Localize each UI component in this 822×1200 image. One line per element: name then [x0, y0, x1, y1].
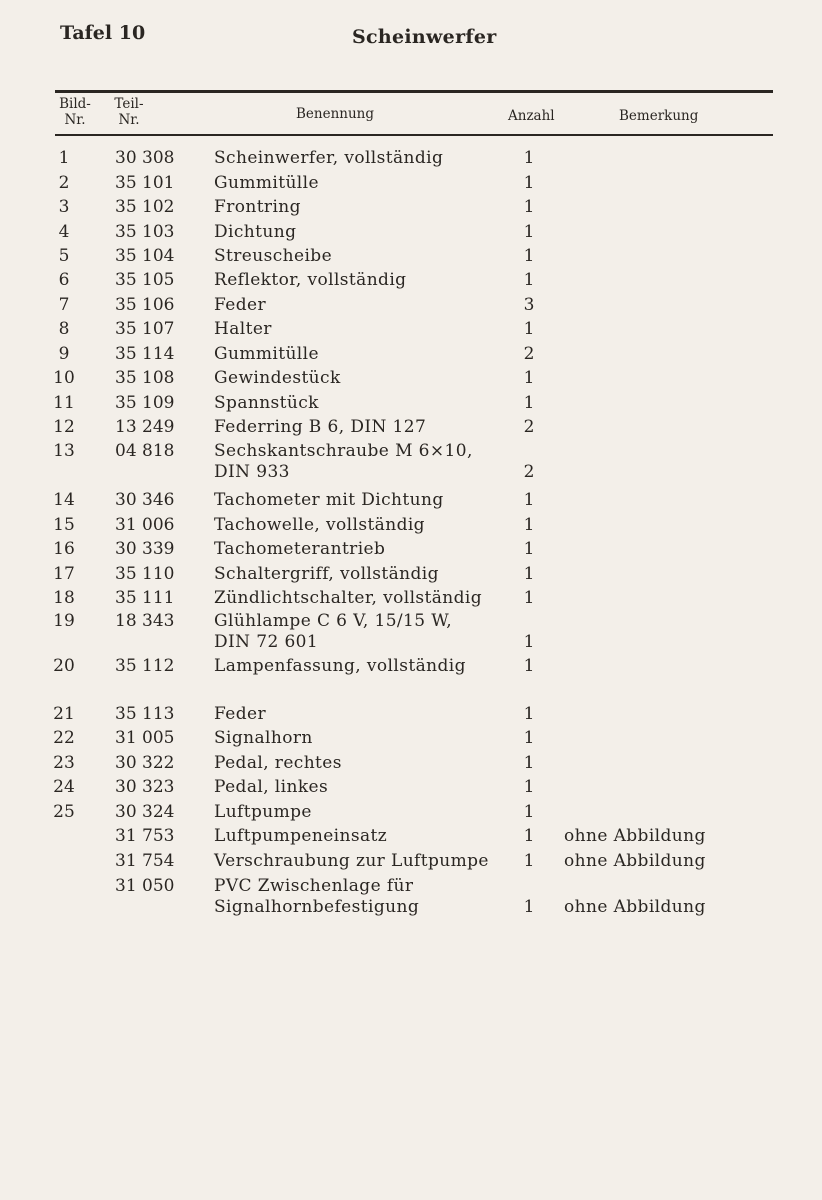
cell-bild-nr: 25: [53, 802, 75, 822]
cell-bild-nr: 11: [53, 393, 75, 413]
top-rule: [55, 90, 773, 93]
cell-bild-nr: 24: [53, 777, 75, 797]
cell-anzahl: 1: [523, 148, 535, 168]
cell-bemerkung: ohne Abbildung: [564, 897, 706, 917]
cell-bild-nr: 14: [53, 490, 75, 510]
table-row: [0, 222, 822, 243]
cell-anzahl: 1: [523, 851, 535, 871]
cell-teil-nr: 35 102: [115, 197, 175, 217]
table-row: [0, 197, 822, 218]
cell-bild-nr: 20: [53, 656, 75, 676]
table-row: [0, 777, 822, 798]
cell-bild-nr: 3: [58, 197, 70, 217]
table-row: [0, 826, 822, 847]
cell-teil-nr: 31 754: [115, 851, 175, 871]
table-row: [0, 319, 822, 340]
cell-teil-nr: 35 103: [115, 222, 175, 242]
cell-teil-nr: 35 101: [115, 173, 175, 193]
cell-benennung: Luftpumpe: [214, 802, 312, 822]
table-row: [0, 417, 822, 438]
cell-bild-nr: 1: [58, 148, 70, 168]
cell-benennung: Luftpumpeneinsatz: [214, 826, 388, 846]
cell-benennung: Streuscheibe: [214, 246, 333, 266]
cell-anzahl: 1: [523, 728, 535, 748]
cell-benennung: Gummitülle: [214, 173, 319, 193]
column-header-bemerkung: Bemerkung: [619, 108, 699, 124]
cell-anzahl: 1: [523, 777, 535, 797]
table-row: [0, 656, 822, 677]
cell-teil-nr: 35 111: [115, 588, 175, 608]
cell-benennung: Gummitülle: [214, 344, 319, 364]
cell-benennung: Spannstück: [214, 393, 319, 413]
cell-benennung: Pedal, rechtes: [214, 753, 342, 773]
table-row: [0, 173, 822, 194]
column-header-teil-nr: Teil- Nr.: [114, 96, 144, 128]
table-row: [0, 295, 822, 316]
cell-anzahl: 1: [523, 222, 535, 242]
table-row: [0, 876, 822, 918]
cell-bild-nr: 2: [58, 173, 70, 193]
cell-anzahl: 2: [523, 344, 535, 364]
cell-benennung: Reflektor, vollständig: [214, 270, 407, 290]
cell-bild-nr: 6: [58, 270, 70, 290]
cell-anzahl: 1: [523, 246, 535, 266]
table-row: [0, 588, 822, 609]
cell-benennung: Verschraubung zur Luftpumpe: [214, 851, 489, 871]
cell-anzahl: 1: [523, 753, 535, 773]
cell-benennung: Frontring: [214, 197, 301, 217]
cell-anzahl: 1: [523, 368, 535, 388]
table-row: [0, 344, 822, 365]
table-row: [0, 851, 822, 872]
cell-benennung: Glühlampe C 6 V, 15/15 W,: [214, 611, 452, 631]
cell-anzahl: 1: [523, 656, 535, 676]
cell-teil-nr: 35 106: [115, 295, 175, 315]
cell-benennung: Tachometer mit Dichtung: [214, 490, 444, 510]
cell-benennung: Signalhorn: [214, 728, 313, 748]
cell-anzahl: 1: [523, 197, 535, 217]
page-title: Scheinwerfer: [352, 26, 497, 48]
cell-teil-nr: 35 105: [115, 270, 175, 290]
page-header: [0, 22, 822, 52]
cell-teil-nr: 30 322: [115, 753, 175, 773]
cell-benennung: Tachometerantrieb: [214, 539, 386, 559]
cell-benennung: Pedal, linkes: [214, 777, 329, 797]
cell-teil-nr: 31 050: [115, 876, 175, 896]
cell-bild-nr: 18: [53, 588, 75, 608]
cell-anzahl: 1: [523, 564, 535, 584]
cell-benennung-line2: DIN 933: [214, 462, 290, 482]
cell-benennung: Federring B 6, DIN 127: [214, 417, 427, 437]
cell-anzahl: 1: [523, 490, 535, 510]
column-headers: [0, 94, 822, 134]
cell-anzahl: 1: [523, 802, 535, 822]
cell-teil-nr: 35 113: [115, 704, 175, 724]
table-row: [0, 368, 822, 389]
cell-bild-nr: 21: [53, 704, 75, 724]
table-row: [0, 270, 822, 291]
cell-bild-nr: 13: [53, 441, 75, 461]
cell-bild-nr: 23: [53, 753, 75, 773]
cell-benennung: Feder: [214, 704, 266, 724]
cell-teil-nr: 35 112: [115, 656, 175, 676]
cell-benennung: Gewindestück: [214, 368, 341, 388]
cell-anzahl: 1: [523, 319, 535, 339]
cell-anzahl: 1: [523, 588, 535, 608]
cell-teil-nr: 18 343: [115, 611, 175, 631]
cell-benennung: Sechskantschraube M 6×10,: [214, 441, 473, 461]
cell-bild-nr: 22: [53, 728, 75, 748]
column-header-benennung: Benennung: [296, 106, 375, 122]
table-row: [0, 704, 822, 725]
cell-bild-nr: 4: [58, 222, 70, 242]
cell-teil-nr: 35 107: [115, 319, 175, 339]
cell-benennung: Lampenfassung, vollständig: [214, 656, 466, 676]
header-rule: [55, 134, 773, 136]
table-row: [0, 393, 822, 414]
cell-teil-nr: 35 108: [115, 368, 175, 388]
cell-anzahl: 2: [523, 417, 535, 437]
table-row: [0, 441, 822, 483]
cell-anzahl: 1: [523, 632, 535, 652]
table-row: [0, 148, 822, 169]
cell-bild-nr: 19: [53, 611, 75, 631]
cell-anzahl: 1: [523, 826, 535, 846]
cell-bild-nr: 9: [58, 344, 70, 364]
cell-benennung: Scheinwerfer, vollständig: [214, 148, 444, 168]
cell-bild-nr: 7: [58, 295, 70, 315]
table-row: [0, 539, 822, 560]
cell-anzahl: 3: [523, 295, 535, 315]
cell-benennung: PVC Zwischenlage für: [214, 876, 414, 896]
cell-anzahl: 1: [523, 173, 535, 193]
table-row: [0, 490, 822, 511]
table-row: [0, 246, 822, 267]
cell-benennung-line2: Signalhornbefestigung: [214, 897, 420, 917]
cell-benennung: Tachowelle, vollständig: [214, 515, 425, 535]
table-row: [0, 611, 822, 653]
cell-teil-nr: 35 110: [115, 564, 175, 584]
cell-teil-nr: 31 006: [115, 515, 175, 535]
cell-teil-nr: 30 324: [115, 802, 175, 822]
cell-bild-nr: 10: [53, 368, 75, 388]
cell-bild-nr: 15: [53, 515, 75, 535]
column-header-anzahl: Anzahl: [508, 108, 555, 124]
table-row: [0, 753, 822, 774]
table-row: [0, 728, 822, 749]
cell-anzahl: 2: [523, 462, 535, 482]
cell-benennung-line2: DIN 72 601: [214, 632, 319, 652]
table-row: [0, 515, 822, 536]
plate-number: Tafel 10: [60, 22, 146, 44]
cell-anzahl: 1: [523, 897, 535, 917]
cell-bild-nr: 17: [53, 564, 75, 584]
column-header-bild-nr: Bild- Nr.: [59, 96, 91, 128]
cell-anzahl: 1: [523, 515, 535, 535]
table-row: [0, 564, 822, 585]
cell-teil-nr: 30 346: [115, 490, 175, 510]
cell-anzahl: 1: [523, 270, 535, 290]
cell-bild-nr: 5: [58, 246, 70, 266]
cell-bild-nr: 12: [53, 417, 75, 437]
cell-teil-nr: 35 104: [115, 246, 175, 266]
cell-teil-nr: 31 005: [115, 728, 175, 748]
cell-benennung: Dichtung: [214, 222, 297, 242]
cell-benennung: Halter: [214, 319, 272, 339]
cell-teil-nr: 35 114: [115, 344, 175, 364]
cell-teil-nr: 04 818: [115, 441, 175, 461]
cell-benennung: Schaltergriff, vollständig: [214, 564, 439, 584]
cell-teil-nr: 13 249: [115, 417, 175, 437]
cell-teil-nr: 35 109: [115, 393, 175, 413]
cell-teil-nr: 30 323: [115, 777, 175, 797]
cell-teil-nr: 30 339: [115, 539, 175, 559]
cell-teil-nr: 31 753: [115, 826, 175, 846]
cell-bild-nr: 8: [58, 319, 70, 339]
table-row: [0, 802, 822, 823]
cell-bild-nr: 16: [53, 539, 75, 559]
cell-anzahl: 1: [523, 539, 535, 559]
cell-anzahl: 1: [523, 393, 535, 413]
cell-bemerkung: ohne Abbildung: [564, 851, 706, 871]
cell-benennung: Feder: [214, 295, 266, 315]
cell-benennung: Zündlichtschalter, vollständig: [214, 588, 483, 608]
cell-anzahl: 1: [523, 704, 535, 724]
cell-bemerkung: ohne Abbildung: [564, 826, 706, 846]
cell-teil-nr: 30 308: [115, 148, 175, 168]
